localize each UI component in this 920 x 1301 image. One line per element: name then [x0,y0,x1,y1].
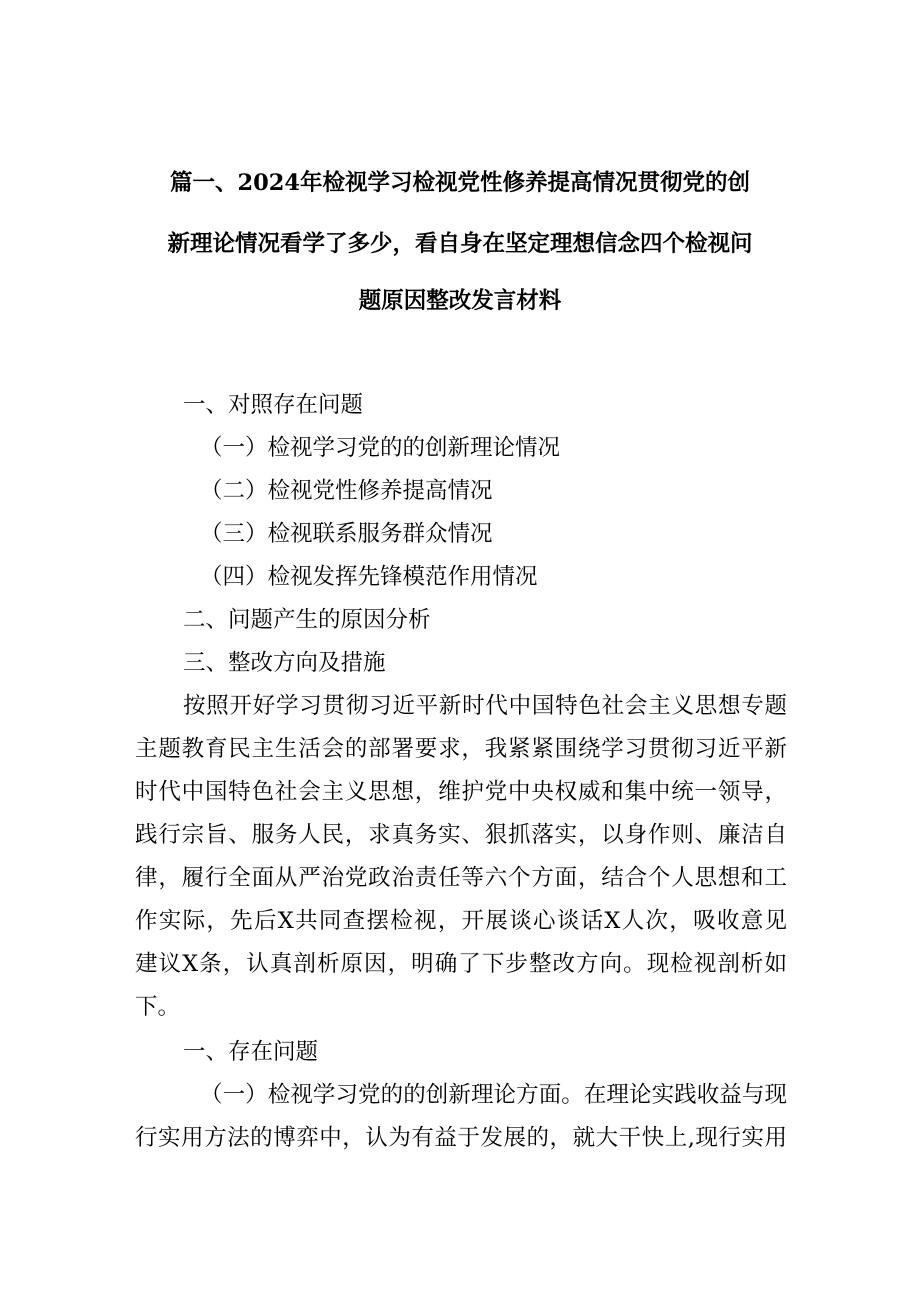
section1-paragraph-line-1: （一）检视学习党的的创新理论方面。在理论实践收益与现 [200,1082,787,1108]
outline-item-4: （四）检视发挥先锋模范作用情况 [200,564,538,590]
intro-paragraph-line-1: 按照开好学习贯彻习近平新时代中国特色社会主义思想专题 [183,693,787,719]
intro-paragraph-line-5: 律，履行全面从严治党政治责任等六个方面，结合个人思想和工 [135,865,787,891]
intro-paragraph-line-8: 下。 [135,994,181,1020]
intro-paragraph-line-3: 时代中国特色社会主义思想，维护党中央权威和集中统一领导， [135,779,787,805]
intro-paragraph-line-2: 主题教育民主生活会的部署要求，我紧紧围绕学习贯彻习近平新 [135,736,787,762]
intro-paragraph-line-4: 践行宗旨、服务人民，求真务实、狠抓落实，以身作则、廉洁自 [135,822,787,848]
document-title-line-1: 篇一、2024年检视学习检视党性修养提高情况贯彻党的创 [169,170,751,196]
outline-heading-2: 二、问题产生的原因分析 [183,607,431,633]
document-title-line-2: 新理论情况看学了多少，看自身在坚定理想信念四个检视问 [167,231,753,257]
outline-item-3: （三）检视联系服务群众情况 [200,521,493,547]
outline-item-1: （一）检视学习党的的创新理论情况 [200,435,561,461]
outline-heading-3: 三、整改方向及措施 [183,650,386,676]
outline-heading-1: 一、对照存在问题 [183,392,364,418]
section1-paragraph-line-2: 行实用方法的博弈中，认为有益于发展的，就大干快上,现行实用 [135,1125,787,1151]
intro-paragraph-line-6: 作实际，先后X共同查摆检视，开展谈心谈话X人次，吸收意见 [135,908,787,934]
intro-paragraph-line-7: 建议X条，认真剖析原因，明确了下步整改方向。现检视剖析如 [135,951,787,977]
section-heading-existing-problems: 一、存在问题 [183,1039,319,1065]
document-title-line-3: 题原因整改发言材料 [358,288,562,314]
outline-item-2: （二）检视党性修养提高情况 [200,478,493,504]
